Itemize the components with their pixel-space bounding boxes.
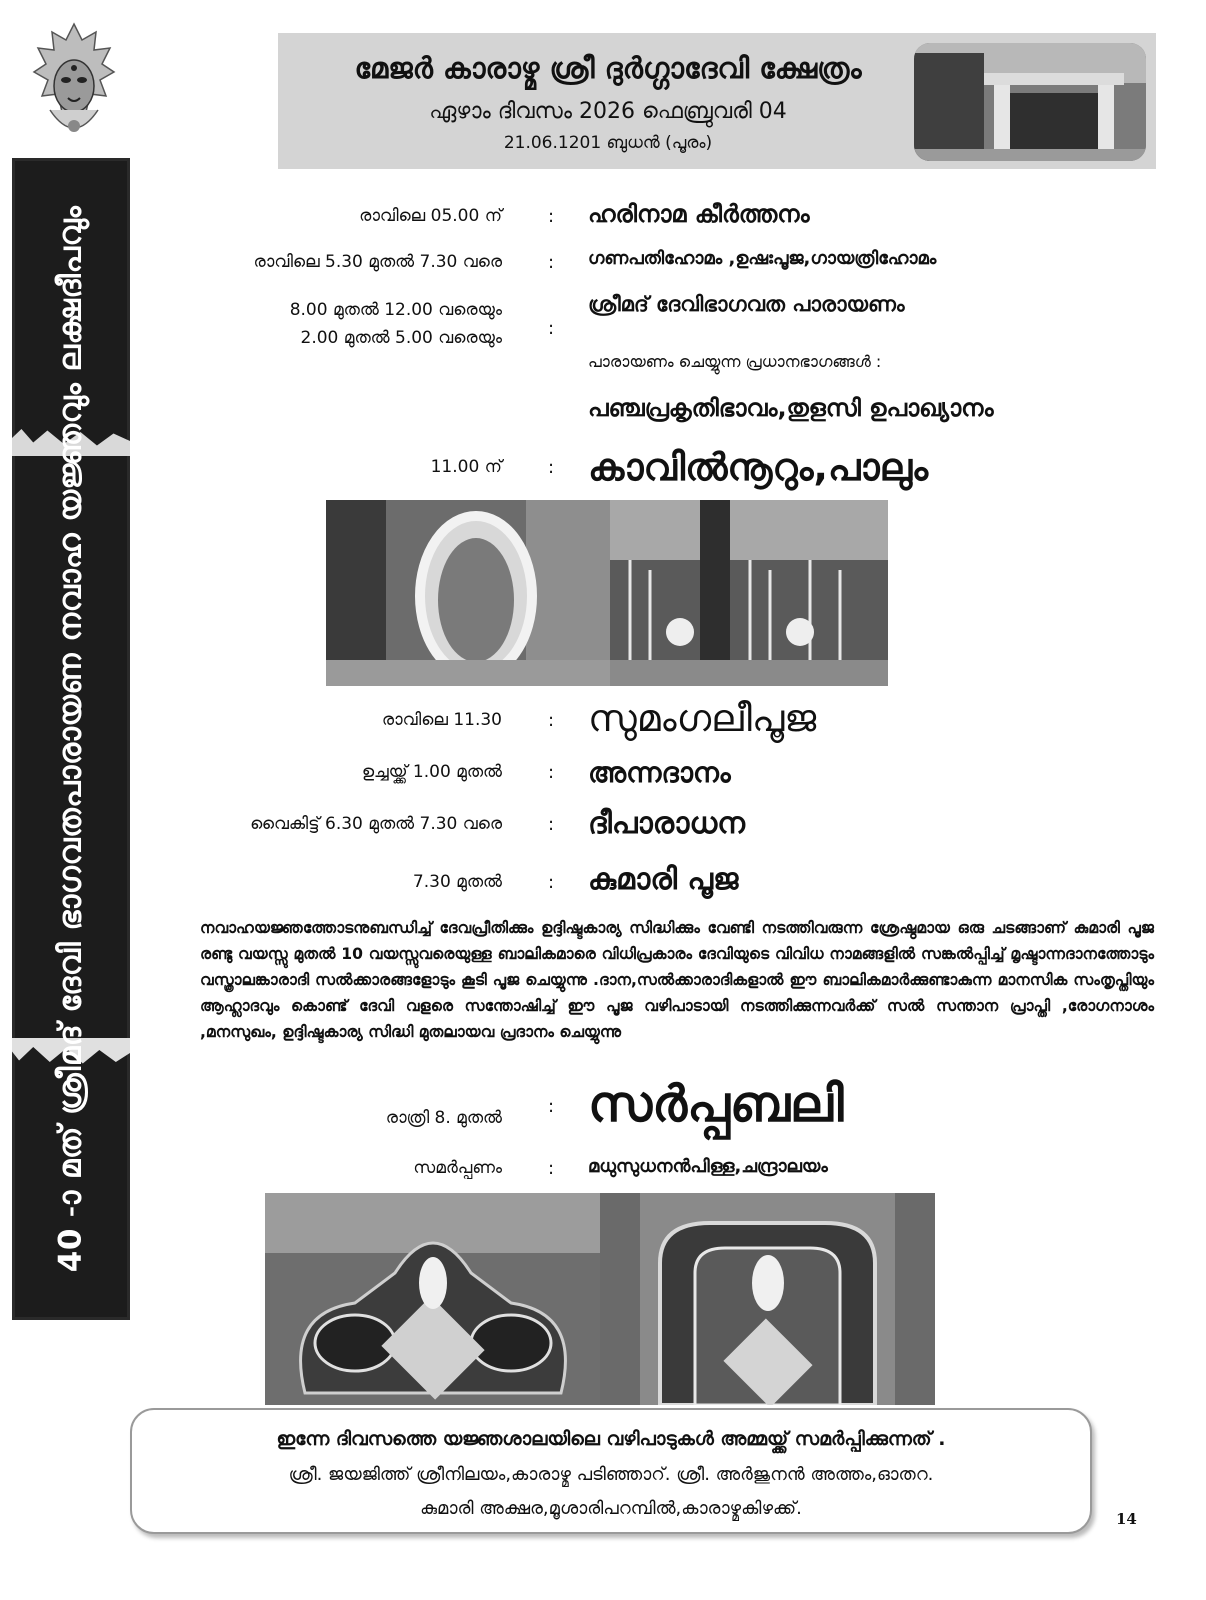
- schedule-row: [0, 445, 1206, 493]
- colon-separator: :: [548, 710, 555, 731]
- schedule-label: സമർപ്പണം: [413, 1158, 502, 1178]
- schedule-event: സർപ്പബലി: [588, 1074, 844, 1133]
- schedule-time: രാവിലെ 05.00 ന്: [359, 206, 502, 226]
- kumari-pooja-description: നവാഹയജ്ഞത്തോടനുബന്ധിച്ച് ദേവപ്രീതിക്കും ഉദ്ദിഷ്ടകാര്യ സിദ്ധിക്കും വേണ്ടി നടത്തിവരുന്ന ശ്രേഷ്ഠമായ ഒരു ചടങ്ങാണ് കുമാരി പൂജ രണ്ടു വയസ്സു മുതൽ 10 വയസ്സുവരെയുള്ള ബാലികമാരെ വിധിപ്രകാരം ദേവിയുടെ വിവിധ നാമങ്ങളിൽ സങ്കൽപ്പിച്ച് മൃഷ്ടാന്നദാനത്തോടും വസ്ത്രാലങ്കാരാദി സൽക്കാരങ്ങളോടും കൂടി പൂജ ചെയ്യുന്നു .ദാന,സൽക്കാരാദികളാൽ ഈ ബാലികമാർക്കുണ്ടാകുന്ന മാനസിക സംതൃപ്തിയും ആഹ്ലാദവും കൊണ്ട് ദേവി വളരെ സന്തോഷിച്ച് ഈ പൂജ വഴിപാടായി നടത്തിക്കുന്നവർക്ക് സൽ സന്താന പ്രാപ്തി ,രോഗനാശം ,മനസുഖം, ഉദ്ദിഷ്ടകാര്യ സിദ്ധി മുതലായവ പ്രദാനം ചെയ്യുന്നു: [200, 919, 1154, 1041]
- colon-separator: :: [548, 206, 555, 227]
- schedule-event: കുമാരി പൂജ: [588, 862, 739, 897]
- colon-separator: :: [548, 762, 555, 783]
- schedule-event: സുമംഗലീപൂജ: [588, 696, 817, 740]
- temple-gate-photo: [914, 43, 1146, 161]
- schedule-time: രാവിലെ 11.30: [381, 710, 502, 730]
- schedule-time: 11.00 ന്: [430, 457, 502, 477]
- schedule-time: 7.30 മുതൽ: [412, 872, 502, 892]
- sacred-grove-photo: [610, 500, 888, 686]
- schedule-row: [0, 1074, 1206, 1134]
- parayanam-note: പാരായണം ചെയ്യുന്ന പ്രധാനഭാഗങ്ങൾ :: [588, 352, 882, 371]
- colon-separator: :: [548, 872, 555, 893]
- schedule-time: ഉച്ചയ്ക്ക് 1.00 മുതൽ: [361, 762, 502, 782]
- temple-name: മേജർ കാരാഴ്മ ശ്രീ ദുർഗ്ഗാദേവി ക്ഷേത്രം: [354, 51, 862, 85]
- offering-dedication-box: [130, 1408, 1092, 1534]
- colon-separator: :: [548, 252, 555, 273]
- schedule-event: അന്നദാനം: [588, 756, 731, 789]
- schedule-row: [0, 200, 1206, 240]
- colon-separator: :: [548, 814, 555, 835]
- dedication-heading: ഇന്നേ ദിവസത്തെ യജ്ഞശാലയിലെ വഴിപാടുകൾ അമ്മയ്ക്ക് സമർപ്പിക്കുന്നത് .: [276, 1428, 946, 1450]
- schedule-event: കാവിൽനൂറും,പാലും: [588, 445, 929, 489]
- colon-separator: :: [548, 1096, 555, 1117]
- schedule-row: [0, 862, 1206, 902]
- colon-separator: :: [548, 1158, 555, 1179]
- page-number: 14: [1116, 1510, 1137, 1528]
- schedule-time-second: 2.00 മുതൽ 5.00 വരെയും: [300, 328, 502, 348]
- kalam-drawing-photo: [265, 1193, 600, 1405]
- schedule-time: വൈകിട്ട് 6.30 മുതൽ 7.30 വരെ: [250, 814, 502, 834]
- kalam-drawing-photo-2: [600, 1193, 935, 1405]
- schedule-event: ഹരിനാമ കീർത്തനം: [588, 200, 810, 228]
- parayanam-parts: പഞ്ചപ്രകൃതിഭാവം,തുളസി ഉപാഖ്യാനം: [588, 394, 994, 422]
- dedication-line: കുമാരി അക്ഷര,മൂശാരിപറമ്പിൽ,കാരാഴ്മകിഴക്ക്.: [420, 1498, 802, 1519]
- schedule-event: ശ്രീമദ് ദേവിഭാഗവത പാരായണം: [588, 292, 905, 316]
- goddess-emblem-icon: [30, 22, 118, 150]
- schedule-event: ദീപാരാധന: [588, 806, 746, 841]
- page-header: [278, 33, 1156, 169]
- malayalam-date: 21.06.1201 ബുധൻ (പൂരം): [503, 133, 713, 153]
- colon-separator: :: [548, 457, 555, 478]
- banner-title: 40 -ാ മത് ശ്രീമദ് ദേവി ഭാഗവതപാരായണ നവാഹ യജ്ഞവും ലക്ഷദീപവും: [52, 205, 89, 1273]
- schedule-event: ഗണപതിഹോമം ,ഉഷഃപൂജ,ഗായത്രിഹോമം: [588, 248, 937, 269]
- schedule-time: 8.00 മുതൽ 12.00 വരെയും: [289, 300, 502, 320]
- schedule-row: [0, 806, 1206, 846]
- schedule-time: രാവിലെ 5.30 മുതൽ 7.30 വരെ: [253, 252, 502, 272]
- day-date: ഏഴാം ദിവസം 2026 ഫെബ്രുവരി 04: [429, 99, 787, 124]
- dedication-line: ശ്രീ. ജയജിത്ത് ശ്രീനിലയം,കാരാഴ്മ പടിഞ്ഞാറ്. ശ്രീ. അർജുനൻ അത്തം,ഓതറ.: [288, 1464, 934, 1485]
- schedule-row: [0, 696, 1206, 746]
- schedule-time: രാത്രി 8. മുതൽ: [385, 1108, 502, 1128]
- schedule-event: മധുസുധനൻപിള്ള,ചന്ദ്രാലയം: [588, 1156, 828, 1177]
- serpent-idol-photo: [326, 500, 610, 686]
- schedule-row: [0, 1152, 1206, 1192]
- schedule-row: [0, 756, 1206, 796]
- colon-separator: :: [548, 318, 555, 339]
- schedule-row: [0, 246, 1206, 286]
